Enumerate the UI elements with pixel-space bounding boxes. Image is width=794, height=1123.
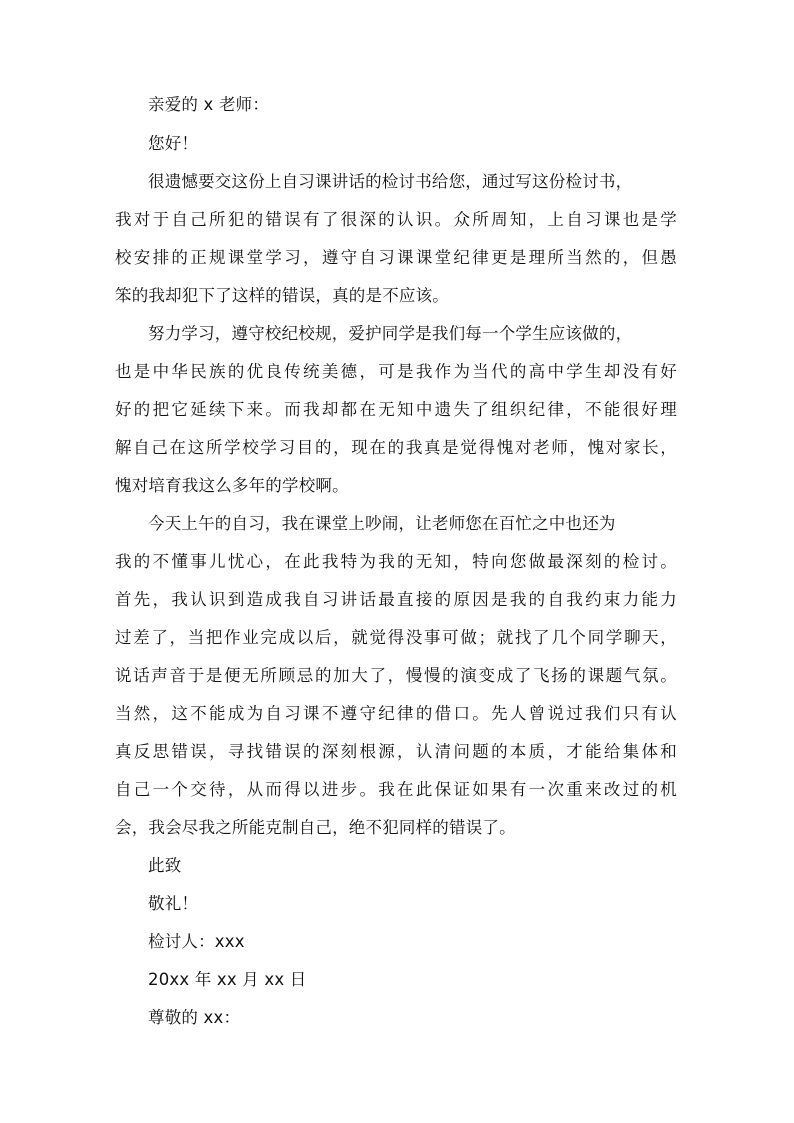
paragraph-3-line-6: 当然，这不能成为自习课不遵守纪律的借口。先人曾说过我们只有认 bbox=[115, 704, 677, 723]
paragraph-3-line-9: 会，我会尽我之所能克制自己，绝不犯同样的错误了。 bbox=[115, 818, 516, 837]
paragraph-1-line-1: 很遗憾要交这份上自习课讲话的检讨书给您，通过写这份检讨书， bbox=[148, 172, 633, 191]
paragraph-2-line-2: 也是中华民族的优良传统美德，可是我作为当代的高中学生却没有好 bbox=[115, 362, 677, 381]
paragraph-2-line-1: 努力学习，遵守校纪校规，爱护同学是我们每一个学生应该做的， bbox=[148, 324, 633, 343]
paragraph-1-line-3: 校安排的正规课堂学习，遵守自习课课堂纪律更是理所当然的，但愚 bbox=[115, 248, 677, 267]
paragraph-2-line-3: 好的把它延续下来。而我却都在无知中遗失了组织纪律，不能很好理 bbox=[115, 400, 677, 419]
paragraph-2-line-5: 愧对培育我这么多年的学校啊。 bbox=[115, 476, 349, 495]
paragraph-3-line-3: 首先，我认识到造成我自习讲话最直接的原因是我的自我约束力能力 bbox=[115, 590, 677, 609]
date: 20xx 年 xx 月 xx 日 bbox=[148, 970, 307, 989]
hello-line: 您好！ bbox=[148, 134, 199, 153]
paragraph-3-line-8: 自己一个交待，从而得以进步。我在此保证如果有一次重来改过的机 bbox=[115, 780, 677, 799]
next-salutation: 尊敬的 xx： bbox=[148, 1008, 241, 1027]
greeting: 亲爱的 x 老师： bbox=[148, 95, 270, 114]
paragraph-3-line-5: 说话声音于是便无所顾忌的加大了，慢慢的演变成了飞扬的课题气氛。 bbox=[115, 666, 677, 685]
paragraph-3-line-7: 真反思错误，寻找错误的深刻根源，认清问题的本质，才能给集体和 bbox=[115, 742, 677, 761]
signature: 检讨人：xxx bbox=[148, 932, 245, 951]
paragraph-1-line-2: 我对于自己所犯的错误有了很深的认识。众所周知，上自习课也是学 bbox=[115, 210, 677, 229]
paragraph-3-line-4: 过差了，当把作业完成以后，就觉得没事可做；就找了几个同学聊天， bbox=[115, 628, 677, 647]
closing-jingli: 敬礼！ bbox=[148, 894, 199, 913]
paragraph-3-line-1: 今天上午的自习，我在课堂上吵闹，让老师您在百忙之中也还为 bbox=[148, 514, 616, 533]
paragraph-1-line-4: 笨的我却犯下了这样的错误，真的是不应该。 bbox=[115, 286, 449, 305]
paragraph-3-line-2: 我的不懂事儿忧心，在此我特为我的无知，特向您做最深刻的检讨。 bbox=[115, 552, 677, 571]
paragraph-2-line-4: 解自己在这所学校学习目的，现在的我真是觉得愧对老师，愧对家长， bbox=[115, 438, 677, 457]
closing-cizhi: 此致 bbox=[148, 856, 182, 875]
